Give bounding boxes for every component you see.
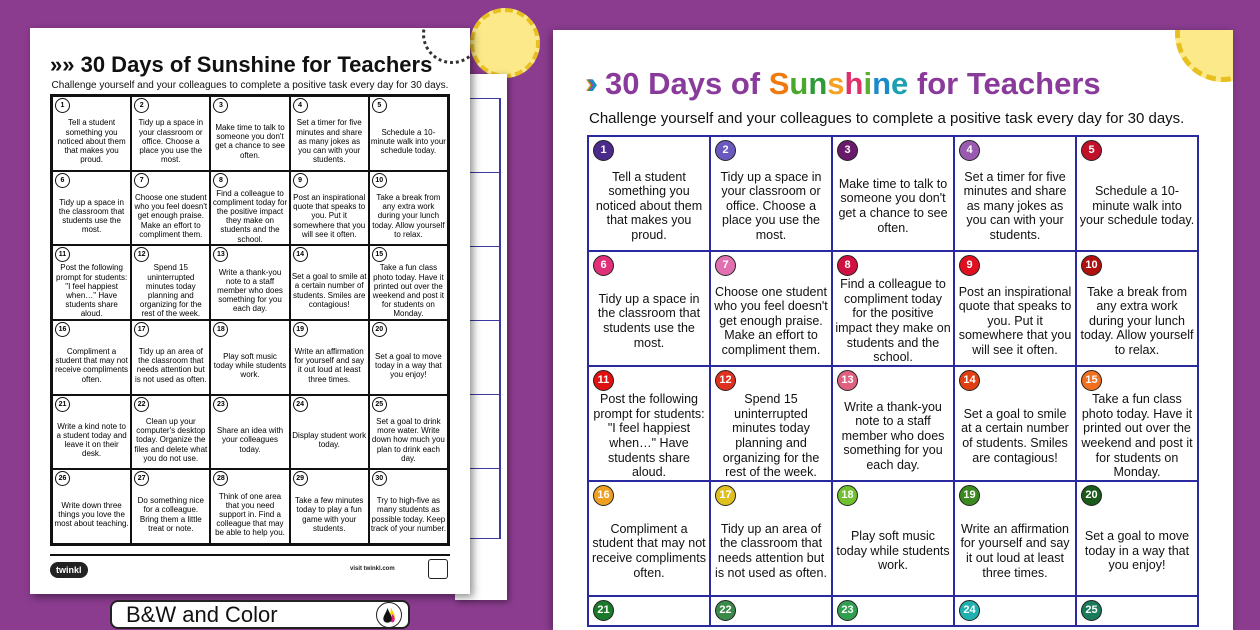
day-cell [131, 320, 210, 395]
day-task-text: Schedule a 10-minute walk into your schedule today. [370, 127, 446, 155]
day-cell [832, 481, 954, 596]
day-number-badge: 1 [593, 140, 614, 161]
day-task-text: Make time to talk to someone you don't get a chance to see often. [215, 122, 285, 160]
day-task-text: Think of one area that you need support in. Find a colleague that may be able to help you. [215, 491, 285, 538]
day-cell [131, 469, 210, 544]
day-task-text: Set a goal to drink more water. Write down how much you plan to drink each day. [371, 416, 445, 463]
day-number-badge: 14 [293, 247, 308, 262]
day-number-badge: 19 [293, 322, 308, 337]
day-task-text: Schedule a 10-minute walk into your schedule today. [1079, 184, 1195, 228]
day-number-badge: 27 [134, 471, 149, 486]
day-cell [710, 596, 832, 626]
day-number-badge: 21 [55, 397, 70, 412]
day-number-badge: 7 [715, 255, 736, 276]
day-number-badge: 2 [134, 98, 149, 113]
day-cell [290, 395, 369, 470]
badge-label: B&W and Color [126, 601, 278, 627]
day-number-badge: 17 [134, 322, 149, 337]
day-number-badge: 9 [293, 173, 308, 188]
day-number-badge: 18 [213, 322, 228, 337]
twinkl-logo: twinkl [50, 562, 88, 578]
days-grid-color [587, 135, 1199, 627]
day-cell [369, 395, 448, 470]
day-number-badge: 20 [1081, 485, 1102, 506]
day-number-badge: 9 [959, 255, 980, 276]
day-task-text: Tidy up a space in the classroom that students use the most. [597, 291, 701, 350]
day-cell [52, 96, 131, 171]
day-cell [210, 395, 289, 470]
page-subtitle-color: Challenge yourself and your colleagues to complete a positive task every day for 30 days. [589, 110, 1185, 127]
day-number-badge: 17 [715, 485, 736, 506]
day-task-text: Set a goal to smile at a certain number of students. Smiles are contagious! [291, 272, 367, 309]
day-task-text: Tidy up a space in your classroom or office. Choose a place you use the most. [720, 169, 822, 242]
day-cell [290, 320, 369, 395]
day-task-text: Tidy up an area of the classroom that needs attention but is not used as often. [134, 346, 207, 384]
day-number-badge: 15 [372, 247, 387, 262]
day-number-badge: 20 [372, 322, 387, 337]
bw-worksheet-page [30, 28, 470, 594]
day-number-badge: 22 [134, 397, 149, 412]
day-task-text: Post the following prompt for students: "I feel happiest when…" Have students share aloud. [56, 263, 128, 319]
day-cell [832, 366, 954, 481]
day-cell [52, 395, 131, 470]
day-task-text: Tell a student something you noticed about them that makes you proud. [57, 118, 126, 165]
day-cell [290, 469, 369, 544]
day-task-text: Play soft music today while students work. [213, 351, 287, 379]
day-number-badge: 24 [959, 600, 980, 621]
day-number-badge: 26 [55, 471, 70, 486]
day-number-badge: 7 [134, 173, 149, 188]
day-task-text: Compliment a student that may not receive compliments often. [55, 346, 129, 384]
day-number-badge: 3 [837, 140, 858, 161]
day-cell [131, 395, 210, 470]
day-cell [832, 251, 954, 366]
day-cell [210, 96, 289, 171]
day-number-badge: 22 [715, 600, 736, 621]
day-cell [954, 481, 1076, 596]
day-number-badge: 24 [293, 397, 308, 412]
day-number-badge: 25 [372, 397, 387, 412]
day-task-text: Post an inspirational quote that speaks to you. Put it somewhere that you will see it often. [293, 192, 366, 239]
day-task-text: Take a break from any extra work during your lunch today. Allow yourself to relax. [1080, 284, 1194, 357]
day-number-badge: 12 [715, 370, 736, 391]
quality-stamp-icon [428, 559, 448, 579]
day-number-badge: 1 [55, 98, 70, 113]
day-task-text: Find a colleague to compliment today for the positive impact they make on students and the school. [835, 277, 951, 365]
day-number-badge: 5 [372, 98, 387, 113]
bw-and-color-badge [110, 600, 410, 629]
day-number-badge: 29 [293, 471, 308, 486]
day-cell [832, 136, 954, 251]
day-number-badge: 28 [213, 471, 228, 486]
day-task-text: Write an affirmation for yourself and say it out loud at least three times. [960, 521, 1070, 580]
day-cell [369, 320, 448, 395]
day-number-badge: 6 [55, 173, 70, 188]
day-number-badge: 23 [837, 600, 858, 621]
day-task-text: Find a colleague to compliment today for the positive impact they make on students and the school. [212, 188, 288, 244]
day-task-text: Play soft music today while students work. [836, 529, 950, 573]
day-task-text: Post an inspirational quote that speaks to you. Put it somewhere that you will see it often. [958, 284, 1072, 357]
day-task-text: Tell a student something you noticed about them that makes you proud. [595, 169, 703, 242]
day-cell [369, 171, 448, 246]
day-number-badge: 3 [213, 98, 228, 113]
day-task-text: Display student work today. [292, 430, 367, 449]
day-number-badge: 30 [372, 471, 387, 486]
day-cell [954, 596, 1076, 626]
day-number-badge: 15 [1081, 370, 1102, 391]
day-cell [954, 251, 1076, 366]
day-task-text: Tidy up a space in the classroom that students use the most. [58, 197, 125, 235]
day-number-badge: 10 [372, 173, 387, 188]
day-number-badge: 21 [593, 600, 614, 621]
day-cell [52, 320, 131, 395]
day-task-text: Take a fun class photo today. Have it printed out over the weekend and post it for students on Monday. [372, 263, 444, 319]
chevrons-icon: ›››› [585, 67, 589, 100]
day-cell [710, 481, 832, 596]
day-task-text: Make time to talk to someone you don't get a chance to see often. [838, 176, 948, 235]
day-cell [131, 245, 210, 320]
day-cell [210, 469, 289, 544]
day-task-text: Share an idea with your colleagues today. [216, 426, 284, 454]
day-cell [52, 469, 131, 544]
day-task-text: Take a few minutes today to play a fun game with your students. [294, 496, 364, 533]
day-cell [954, 366, 1076, 481]
day-cell [210, 320, 289, 395]
day-number-badge: 23 [213, 397, 228, 412]
day-cell [210, 171, 289, 246]
day-cell [710, 136, 832, 251]
day-cell [954, 136, 1076, 251]
day-number-badge: 10 [1081, 255, 1102, 276]
day-task-text: Write a thank-you note to a staff member who does something for you each day. [841, 399, 945, 472]
day-cell [832, 596, 954, 626]
day-task-text: Clean up your computer's desktop today. Organize the files and delete what you do not use. [134, 416, 208, 463]
day-cell [710, 251, 832, 366]
title-highlight: Sunshine [768, 66, 909, 101]
day-task-text: Choose one student who you feel doesn't get enough praise. Make an effort to compliment them. [714, 284, 828, 357]
day-number-badge: 13 [837, 370, 858, 391]
day-task-text: Spend 15 uninterrupted minutes today planning and organizing for the rest of the week. [139, 263, 202, 319]
day-number-badge: 2 [715, 140, 736, 161]
day-task-text: Set a timer for five minutes and share as many jokes as you can with your students. [963, 169, 1067, 242]
day-task-text: Set a goal to smile at a certain number of students. Smiles are contagious! [961, 406, 1069, 465]
day-number-badge: 18 [837, 485, 858, 506]
day-cell [369, 245, 448, 320]
day-cell [290, 171, 369, 246]
day-number-badge: 16 [55, 322, 70, 337]
footer-url: visit twinkl.com [350, 566, 395, 572]
page-title: »» 30 Days of Sunshine for Teachers [50, 52, 433, 77]
day-number-badge: 8 [213, 173, 228, 188]
day-cell [131, 96, 210, 171]
day-number-badge: 4 [959, 140, 980, 161]
day-task-text: Compliment a student that may not receive compliments often. [592, 521, 706, 580]
day-task-text: Choose one student who you feel doesn't get enough praise. Make an effort to compliment them. [134, 192, 208, 239]
day-cell [1076, 251, 1198, 366]
day-cell [210, 245, 289, 320]
day-task-text: Set a goal to move today in a way that you enjoy! [1084, 529, 1190, 573]
day-cell [1076, 596, 1198, 626]
day-cell [131, 171, 210, 246]
days-grid-bw [50, 94, 450, 546]
day-cell [52, 245, 131, 320]
day-number-badge: 4 [293, 98, 308, 113]
day-cell [369, 469, 448, 544]
day-number-badge: 14 [959, 370, 980, 391]
day-task-text: Post the following prompt for students: "I feel happiest when…" Have students share aloud. [593, 392, 705, 480]
day-task-text: Try to high-five as many students as possible today. Keep track of your number. [370, 496, 446, 533]
day-task-text: Spend 15 uninterrupted minutes today planning and organizing for the rest of the week. [722, 392, 820, 480]
day-cell [290, 245, 369, 320]
day-cell [588, 136, 710, 251]
day-cell [369, 96, 448, 171]
ink-drops-icon [376, 602, 402, 628]
day-cell [710, 366, 832, 481]
day-cell [52, 171, 131, 246]
day-cell [588, 251, 710, 366]
day-cell [1076, 481, 1198, 596]
day-task-text: Take a fun class photo today. Have it printed out over the weekend and post it for students on Monday. [1081, 392, 1193, 480]
day-number-badge: 19 [959, 485, 980, 506]
day-task-text: Set a goal to move today in a way that you enjoy! [375, 351, 442, 379]
day-cell [290, 96, 369, 171]
day-number-badge: 11 [55, 247, 70, 262]
day-task-text: Set a timer for five minutes and share as many jokes as you can with your students. [296, 118, 363, 165]
day-cell [588, 366, 710, 481]
day-task-text: Write down three things you love the most about teaching. [54, 500, 129, 529]
day-number-badge: 25 [1081, 600, 1102, 621]
sun-illustration [470, 8, 540, 78]
page-title-color: ›››› 30 Days of Sunshine for Teachers [585, 66, 1101, 101]
day-task-text: Do something nice for a colleague. Bring them a little treat or note. [137, 496, 204, 533]
footer-divider [50, 554, 450, 556]
day-number-badge: 12 [134, 247, 149, 262]
day-task-text: Write a thank-you note to a staff member who does something for you each day. [217, 267, 283, 314]
day-task-text: Tidy up an area of the classroom that needs attention but is not used as often. [715, 521, 827, 580]
page-subtitle: Challenge yourself and your colleagues to complete a positive task every day for 30 days. [51, 80, 449, 91]
day-task-text: Write a kind note to a student today and leave it on their desk. [56, 421, 127, 459]
day-number-badge: 6 [593, 255, 614, 276]
day-task-text: Write an affirmation for yourself and say it out loud at least three times. [294, 346, 365, 384]
sun-illustration [1175, 30, 1233, 82]
day-cell [1076, 366, 1198, 481]
day-cell [588, 481, 710, 596]
day-cell [588, 596, 710, 626]
day-number-badge: 16 [593, 485, 614, 506]
day-number-badge: 8 [837, 255, 858, 276]
day-cell [1076, 136, 1198, 251]
day-number-badge: 11 [593, 370, 614, 391]
day-number-badge: 13 [213, 247, 228, 262]
color-worksheet-page [553, 30, 1233, 630]
day-task-text: Take a break from any extra work during your lunch today. Allow yourself to relax. [372, 192, 445, 239]
day-task-text: Tidy up a space in your classroom or office. Choose a place you use the most. [138, 118, 204, 165]
day-number-badge: 5 [1081, 140, 1102, 161]
